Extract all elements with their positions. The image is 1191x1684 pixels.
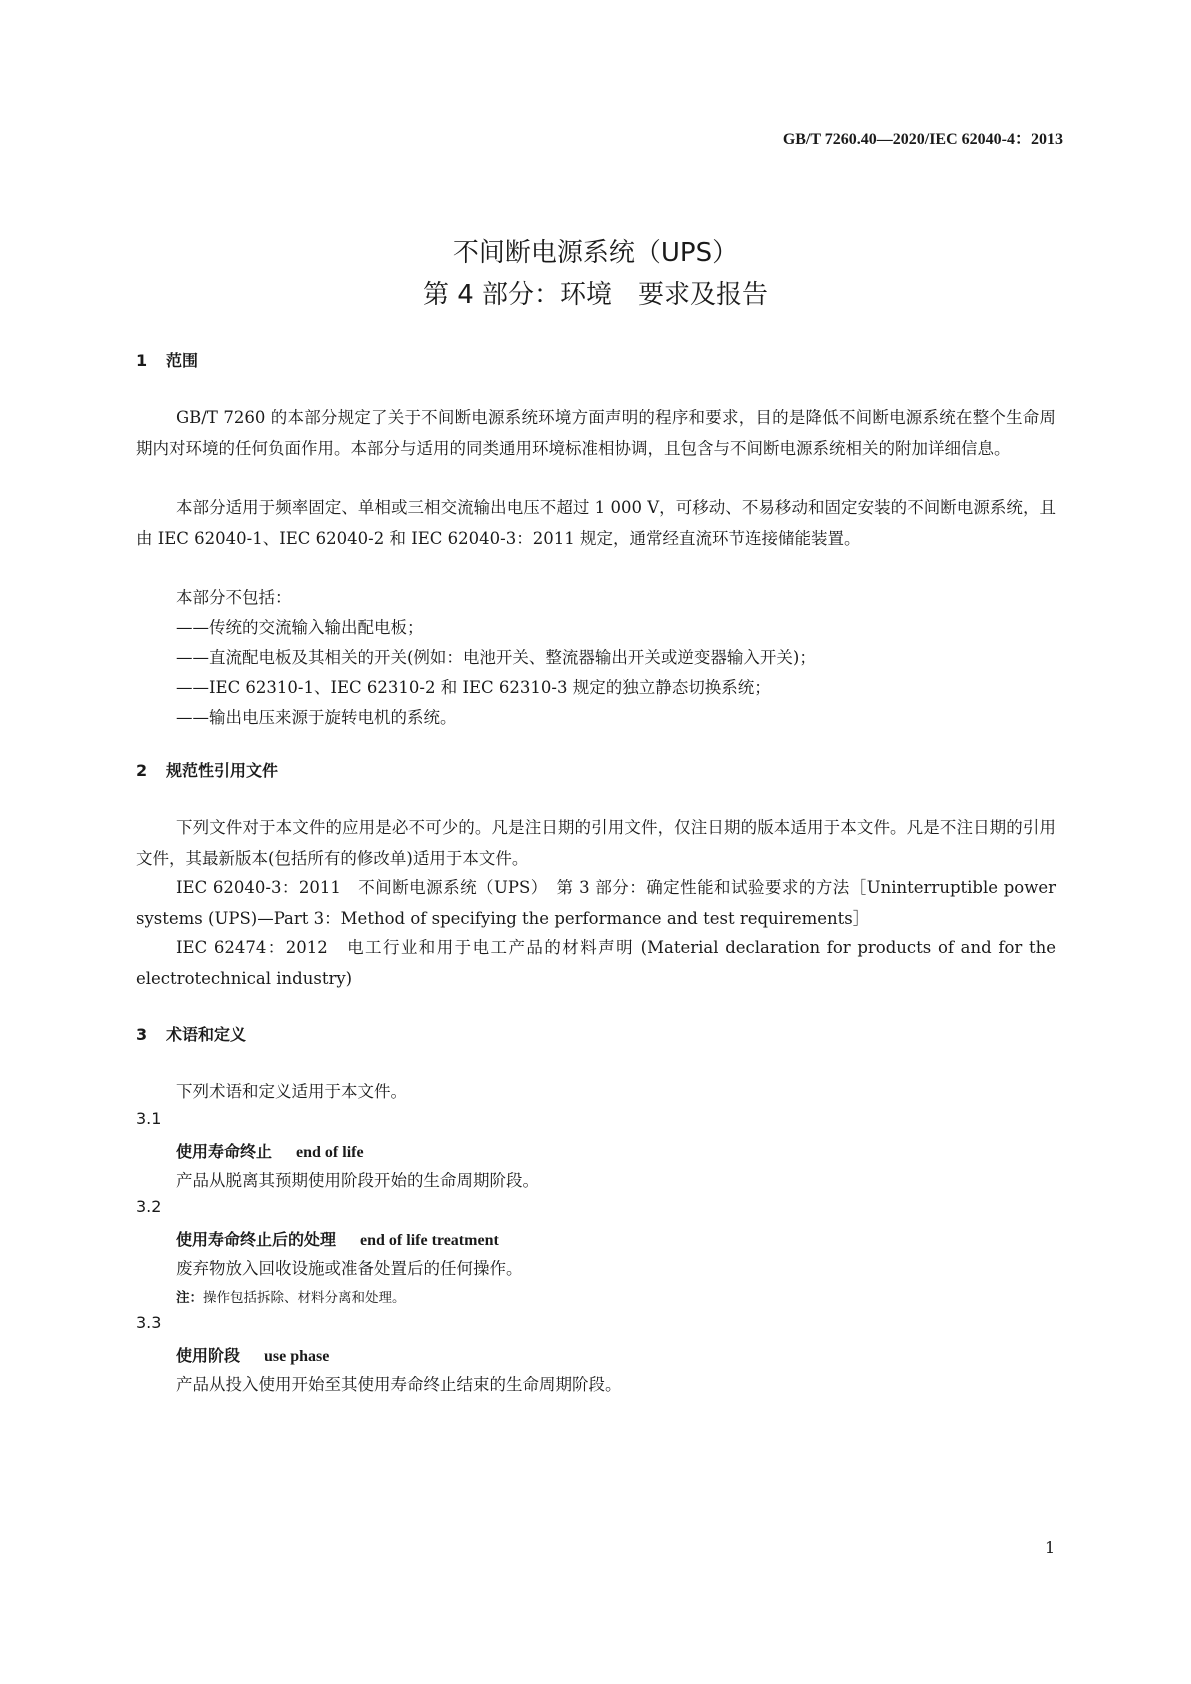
term-zh: 使用寿命终止后的处理 [176,1230,337,1249]
standard-code: GB/T 7260.40—2020/IEC 62040-4：2013 [782,131,1063,148]
term-en: use phase [264,1348,330,1365]
section2-title: 规范性引用文件 [166,761,279,780]
section2-paragraph1: 下列文件对于本文件的应用是必不可少的。凡是注日期的引用文件，仅注日期的版本适用于本文件。凡是不注日期的引用文件，其最新版本(包括所有的修改单)适用于本文件。 [136,818,1056,868]
document-title-line1: 不间断电源系统（UPS） [452,238,739,268]
normative-reference: IEC 62040-3：2011 不间断电源系统（UPS） 第 3 部分：确定性能和试验要求的方法［Uninterruptible power systems (UPS)—Part 3：Method of specifying the performance and test requirements］ [136,878,1056,928]
exclusion-item: ——直流配电板及其相关的开关(例如：电池开关、整流器输出开关或逆变器输入开关)； [176,648,816,667]
section2-number: 2 [136,761,148,780]
section2-heading [136,758,278,781]
exclusion-item: ——IEC 62310-1、IEC 62310-2 和 IEC 62310-3 规定的独立静态切换系统； [176,678,771,697]
section3-heading [136,1022,246,1045]
term-en: end of life [296,1144,364,1161]
section1-paragraph1: GB/T 7260 的本部分规定了关于不间断电源系统环境方面声明的程序和要求，目的是降低不间断电源系统在整个生命周期内对环境的任何负面作用。本部分与适用的同类通用环境标准相协调，且包含与不间断电源系统相关的附加详细信息。 [136,408,1056,458]
term-definition: 产品从投入使用开始至其使用寿命终止结束的生命周期阶段。 [176,1375,622,1394]
term-entry [176,1227,499,1250]
term-note [176,1286,406,1306]
document-title-line2: 第 4 部分：环境 要求及报告 [422,280,769,310]
note-text: 操作包括拆除、材料分离和处理。 [203,1290,406,1306]
term-number: 3.1 [136,1109,162,1128]
section3-title: 术语和定义 [166,1025,247,1044]
term-number: 3.3 [136,1313,162,1332]
exclusion-item: ——传统的交流输入输出配电板； [176,618,424,637]
section3-intro: 下列术语和定义适用于本文件。 [176,1082,407,1101]
exclusion-item: ——输出电压来源于旋转电机的系统。 [176,708,457,727]
term-definition: 产品从脱离其预期使用阶段开始的生命周期阶段。 [176,1171,539,1190]
section1-exclusion-intro: 本部分不包括： [176,588,292,607]
term-entry [176,1139,364,1162]
normative-reference: IEC 62474：2012 电工行业和用于电工产品的材料声明 (Material declaration for products of and for the electrotechnical industry) [136,938,1056,988]
section1-title: 范围 [166,351,199,370]
page-number: 1 [1045,1538,1056,1557]
term-definition: 废弃物放入回收设施或准备处置后的任何操作。 [176,1259,523,1278]
section1-paragraph2: 本部分适用于频率固定、单相或三相交流输出电压不超过 1 000 V，可移动、不易移动和固定安装的不间断电源系统，且由 IEC 62040-1、IEC 62040-2 和 IEC 62040-3：2011 规定，通常经直流环节连接储能装置。 [136,498,1056,548]
term-en: end of life treatment [360,1232,499,1249]
section1-number: 1 [136,351,148,370]
term-entry [176,1343,329,1366]
note-label: 注： [176,1290,203,1306]
term-zh: 使用阶段 [176,1346,241,1365]
term-zh: 使用寿命终止 [176,1142,273,1161]
section1-heading [136,348,198,371]
section3-number: 3 [136,1025,148,1044]
term-number: 3.2 [136,1197,162,1216]
